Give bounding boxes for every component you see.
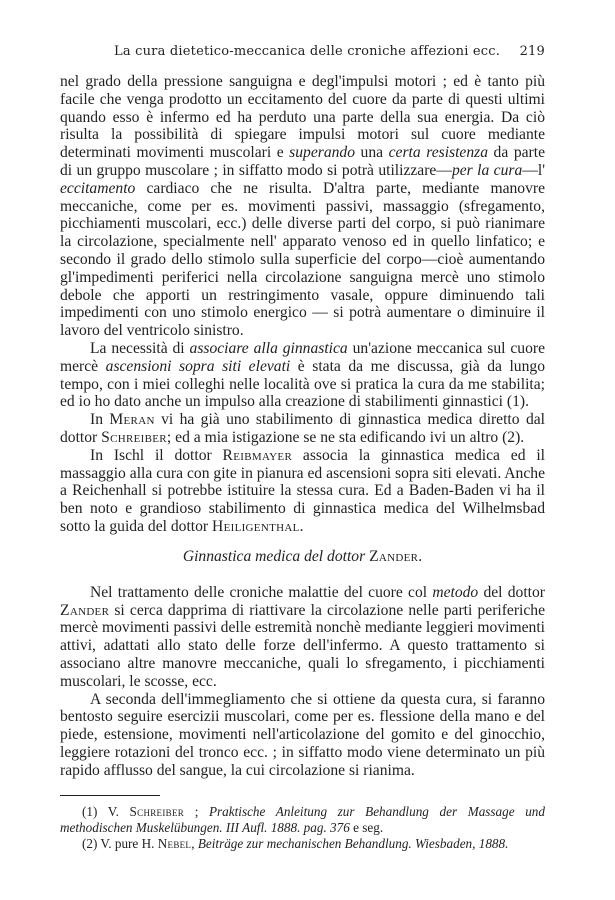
running-head: [60, 44, 545, 59]
footnotes: [60, 804, 545, 852]
page-number: 219: [519, 44, 545, 59]
paragraph-3: In Meran vi ha già uno stabilimento di ginnastica medica diretto dal dottor Schreiber; ed a mia istigazione se ne sta edificando ivi un altro (2).: [60, 411, 545, 446]
paragraph-1: nel grado della pressione sanguigna e degl'impulsi motori ; ed è tanto più facile che venga prodotto un eccitamento del cuore da parte di questi ultimi quando esso è infermo ed ha perduto una parte della sua energia. Da ciò risulta la possibilità di spiegare impulsi motori sul cuore mediante determinati movimenti muscolari e superando una certa resistenza da parte di un gruppo muscolare ; in siffatto modo si potrà utilizzare—per la cura—l' eccitamento cardiaco che ne risulta. D'altra parte, mediante manovre meccaniche, come per es. movimenti passivi, massaggio (sfregamento, picchiamenti muscolari, ecc.) delle diverse parti del corpo, si può rianimare la circolazione, specialmente nell' apparato venoso ed in quello linfatico; e secondo il grado dello stimolo sulla superficie del corpo—cioè aumentando gl'impedimenti periferici nella circolazione sanguigna mercè uno stimolo debole che apporti un restringimento vasale, oppure diminuendo tali impedimenti con uno stimolo energico — si potrà aumentare o diminuire il lavoro del ventricolo sinistro.: [60, 73, 546, 340]
section-body: [60, 584, 545, 780]
header-title: La cura dietetico-meccanica delle croniche affezioni ecc.: [114, 44, 501, 59]
footnote-1: (1) V. Schreiber ; Praktische Anleitung zur Behandlung der Massage und methodischen Muskelübungen. III Aufl. 1888. pag. 376 e seg.: [60, 804, 545, 836]
footnote-2: (2) V. pure H. Nebel, Beiträge zur mechanischen Behandlung. Wiesbaden, 1888.: [82, 836, 509, 852]
footnote-divider: [60, 795, 160, 796]
section-heading: Ginnastica medica del dottor Zander.: [182, 547, 423, 565]
paragraph-4: In Ischl il dottor Reibmayer associa la ginnastica medica ed il massaggio alla cura con gite in pianura ed ascensioni sopra siti elevati. Anche a Reichenhall si potrebbe istituire la stessa cura. Ed a Baden-Baden vi ha il ben noto e grandioso stabilimento di ginnastica medica del Wilhelmsbad sotto la guida del dottor Heiligenthal.: [60, 446, 545, 535]
paragraph-2: La necessità di associare alla ginnastica un'azione meccanica sul cuore mercè ascensioni sopra siti elevati è stata da me discussa, già da lungo tempo, con i miei colleghi nelle località ove si pratica la cura da me stabilita; ed io ho dato anche un impulso alla creazione di stabilimenti ginnastici (1).: [60, 339, 545, 411]
paragraph-5: Nel trattamento delle croniche malattie del cuore col metodo del dottor Zander si cerca dapprima di riattivare la circolazione nelle parti periferiche mercè movimenti passivi delle estremità nonchè mediante leggieri movimenti attivi, adattati allo stato delle forze dell'infermo. A questo trattamento si associano altre manovre meccaniche, quali lo sfregamento, i picchiamenti muscolari, le scosse, ecc.: [60, 583, 545, 690]
body-text: [60, 73, 545, 536]
paragraph-6: A seconda dell'immegliamento che si ottiene da questa cura, si faranno bentosto seguire esercizii muscolari, come per es. flessione della mano e del piede, estensione, movimenti nell'articolazione del gomito e del ginocchio, leggiere rotazioni del tronco ecc. ; in siffatto modo viene determinato un più rapido afflusso del sangue, la cui circolazione si rianima.: [60, 690, 545, 779]
